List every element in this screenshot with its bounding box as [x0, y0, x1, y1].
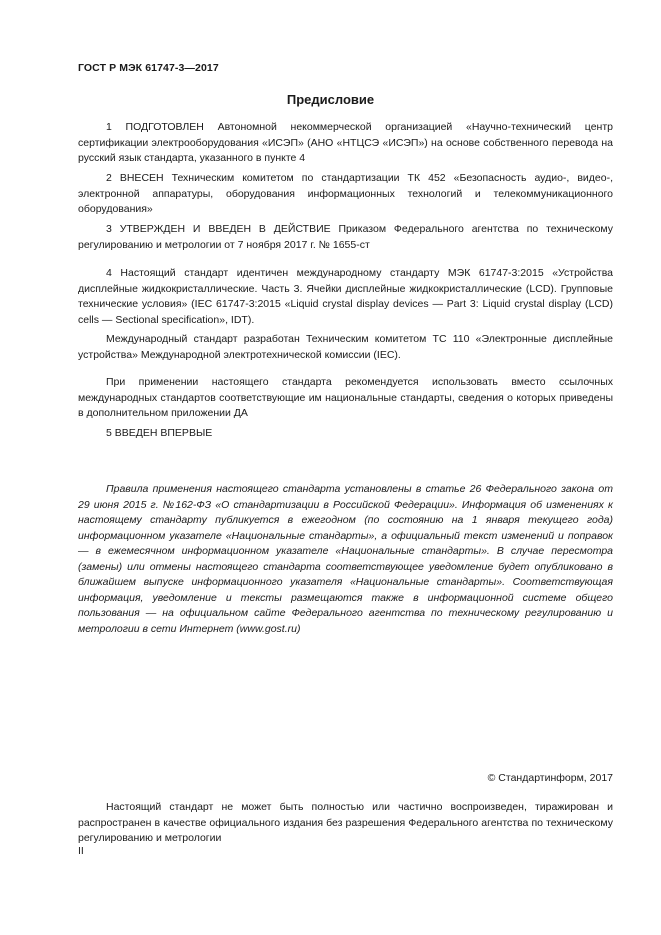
reproduction-notice: [78, 800, 613, 847]
paragraph-identical: [78, 266, 613, 328]
paragraph-text: 2 ВНЕСЕН Техническим комитетом по стандартизации ТК 452 «Безопасность аудио-, видео-, электронной аппаратуры, оборудования информационных технологий и телекоммуникационного оборудования»: [78, 172, 613, 215]
document-code: ГОСТ Р МЭК 61747-3—2017: [78, 62, 219, 74]
paragraph-application: [78, 375, 613, 422]
paragraph-text: 1 ПОДГОТОВЛЕН Автономной некоммерческой организацией «Научно-технический центр сертификации электрооборудования «ИСЭП» (АНО «НТЦСЭ «ИСЭП») на основе собственного перевода на русский язык стандарта, указанного в пункте 4: [78, 121, 613, 164]
notice-text: Настоящий стандарт не может быть полностью или частично воспроизведен, тиражирован и распространен в качестве официального издания без разрешения Федерального агентства по техническому регулированию и метрологии: [78, 801, 613, 844]
paragraph-approved: [78, 222, 613, 253]
copyright: © Стандартинформ, 2017: [487, 772, 613, 784]
paragraph-text: 4 Настоящий стандарт идентичен международному стандарту МЭК 61747-3:2015 «Устройства дисплейные жидкокристаллические. Часть 3. Ячейки дисплейные жидкокристаллические (LCD). Групповые технические условия» (IEC 61747-3:2015 «Liquid crystal display devices — Part 3: Liquid crystal display (LCD) cells — Sectional specification», IDT).: [78, 267, 613, 326]
paragraph-text: При применении настоящего стандарта рекомендуется использовать вместо ссылочных международных стандартов соответствующие им национальные стандарты, сведения о которых приведены в дополнительном приложении ДА: [78, 376, 613, 419]
page-number: II: [78, 845, 84, 857]
law-note-text: Правила применения настоящего стандарта установлены в статье 26 Федерального закона от 29 июня 2015 г. №162-ФЗ «О стандартизации в Российской Федерации». Информация об изменениях к настоящему стандарту публикуется в ежегодном (по состоянию на 1 января текущего года) информационном указателе «Национальные стандарты», а официальный текст изменений и поправок — в ежемесячном информационном указателе «Национальные стандарты». В случае пересмотра (замены) или отмены настоящего стандарта соответствующее уведомление будет опубликовано в ближайшем выпуске информационного указателя «Национальные стандарты». Соответствующая информация, уведомление и тексты размещаются также в информационной системе общего пользования — на официальном сайте Федерального агентства по техническому регулированию и метрологии в сети Интернет (www.gost.ru): [78, 483, 613, 635]
page-title: Предисловие: [286, 92, 375, 107]
paragraph-text: 5 ВВЕДЕН ВПЕРВЫЕ: [106, 427, 213, 439]
paragraph-prepared: [78, 120, 613, 167]
paragraph-international: [78, 332, 613, 363]
paragraph-text: 3 УТВЕРЖДЕН И ВВЕДЕН В ДЕЙСТВИЕ Приказом Федерального агентства по техническому регулированию и метрологии от 7 ноября 2017 г. № 1655-ст: [78, 223, 613, 251]
paragraph-text: Международный стандарт разработан Техническим комитетом ТС 110 «Электронные дисплейные устройства» Международной электротехнической комиссии (IEC).: [78, 333, 613, 361]
paragraph-submitted: [78, 171, 613, 218]
law-note: [78, 482, 613, 637]
paragraph-introduced: [78, 426, 613, 442]
